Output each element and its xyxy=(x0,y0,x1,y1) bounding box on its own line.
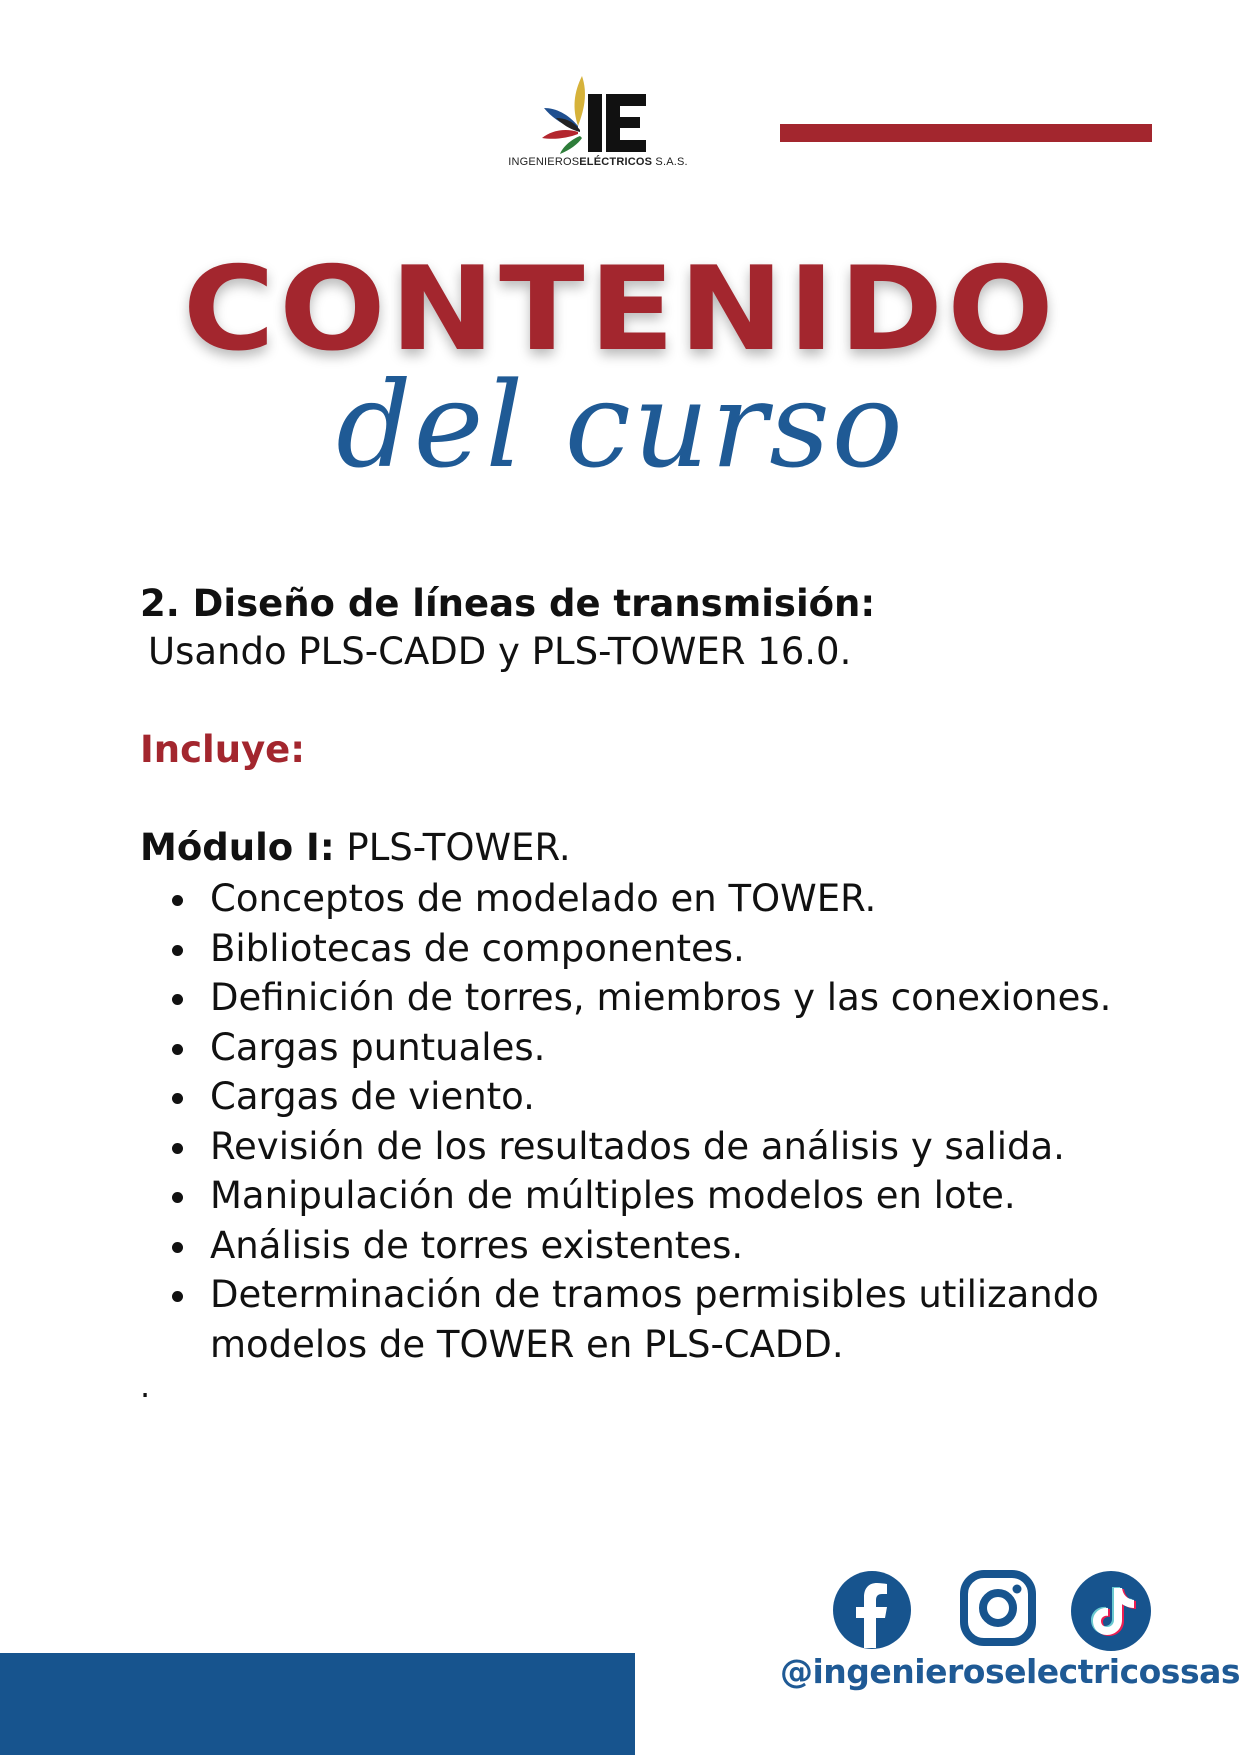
facebook-icon[interactable] xyxy=(832,1570,912,1650)
social-icons xyxy=(832,1570,1172,1654)
section-heading: 2. Diseño de líneas de transmisión: xyxy=(140,582,876,625)
instagram-icon[interactable] xyxy=(960,1570,1036,1646)
section-subheading: Usando PLS-CADD y PLS-TOWER 16.0. xyxy=(148,630,852,673)
trailing-dot: . xyxy=(140,1367,151,1405)
list-item: Definición de torres, miembros y las conexiones. xyxy=(140,973,1140,1023)
company-name: INGENIEROSELÉCTRICOS S.A.S. xyxy=(508,156,688,168)
company-logo-mark xyxy=(538,74,658,154)
page-title: CONTENIDO xyxy=(182,242,1059,377)
page-subtitle-script: del curso xyxy=(336,356,905,494)
list-item: Determinación de tramos permisibles utilizando modelos de TOWER en PLS-CADD. xyxy=(140,1270,1140,1369)
company-logo xyxy=(488,74,708,174)
module-label: Módulo I: xyxy=(140,826,335,869)
list-item: Cargas puntuales. xyxy=(140,1023,1140,1073)
course-content xyxy=(140,580,1140,1405)
bottom-decorative-bar xyxy=(0,1653,635,1755)
top-decorative-bar xyxy=(780,124,1152,142)
list-item: Análisis de torres existentes. xyxy=(140,1221,1140,1271)
topics-list xyxy=(140,874,1140,1369)
module-title xyxy=(140,824,1140,872)
tiktok-icon[interactable] xyxy=(1070,1570,1152,1652)
list-item: Conceptos de modelado en TOWER. xyxy=(140,874,1140,924)
module-name: PLS-TOWER. xyxy=(334,826,571,869)
social-handle[interactable]: @ingenieroselectricossas xyxy=(780,1652,1241,1691)
list-item: Cargas de viento. xyxy=(140,1072,1140,1122)
includes-label: Incluye: xyxy=(140,728,306,771)
list-item: Manipulación de múltiples modelos en lote. xyxy=(140,1171,1140,1221)
list-item: Revisión de los resultados de análisis y salida. xyxy=(140,1122,1140,1172)
list-item: Bibliotecas de componentes. xyxy=(140,924,1140,974)
